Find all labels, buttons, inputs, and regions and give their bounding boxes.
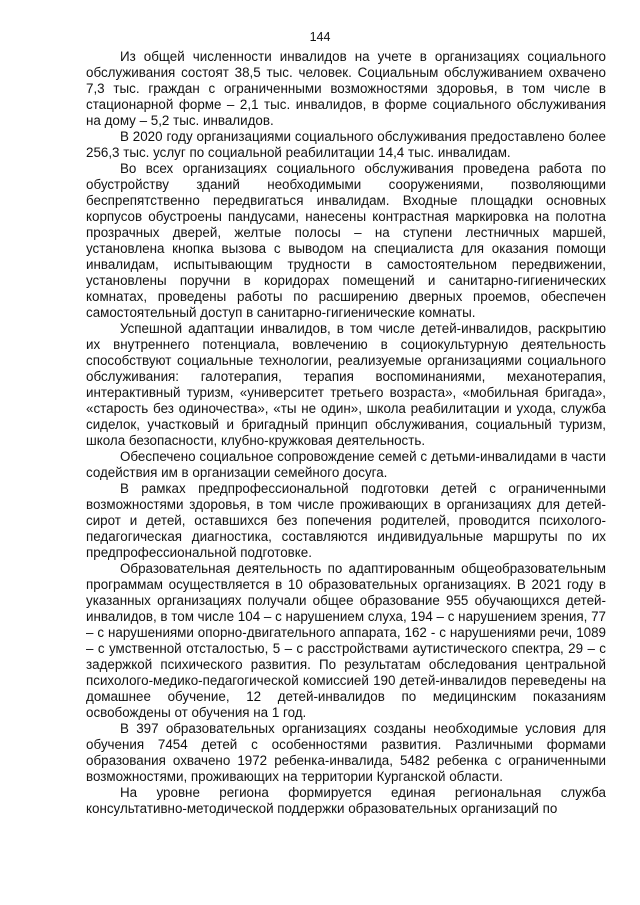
paragraph-regional-service: На уровне региона формируется единая региональная служба консультативно-методической поддержки образовательных организаций по [86,785,606,816]
paragraph-rehabilitation-services: В 2020 году организациями социального обслуживания предоставлено более 256,3 тыс. услуг по социальной реабилитации 14,4 тыс. инвалидам. [86,129,606,160]
paragraph-educational-conditions: В 397 образовательных организациях созданы необходимые условия для обучения 7454 детей с особенностями развития. Различными формами образования охвачено 1972 ребенка-инвалида, 5482 ребенка с ограниченными возможностями, проживающих на территории Курганской области. [86,721,606,784]
paragraph-family-support: Обеспечено социальное сопровождение семей с детьми-инвалидами в части содействия им в организации семейного досуга. [86,449,606,480]
page-body [86,49,606,817]
paragraph-social-technologies: Успешной адаптации инвалидов, в том числе детей-инвалидов, раскрытию их внутреннего потенциала, вовлечению в социокультурную деятельность способствуют социальные технологии, реализуемые организациями социального обслуживания: галотерапия, терапия воспоминаниями, механотерапия, интерактивный туризм, «университет третьего возраста», «мобильная бригада», «старость без одиночества», «ты не один», школа реабилитации и ухода, служба сиделок, участковый и бригадный принцип обслуживания, социальный туризм, школа безопасности, клубно-кружковая деятельность. [86,321,606,448]
page-number: 144 [309,30,331,44]
paragraph-accessibility-works: Во всех организациях социального обслуживания проведена работа по обустройству зданий необходимыми сооружениями, позволяющими беспрепятственно передвигаться инвалидам. Входные площадки основных корпусов обустроены пандусами, нанесены контрастная маркировка на полотна прозрачных дверей, желтые полосы – на ступени лестничных маршей, установлена кнопка вызова с выводом на специалиста для оказания помощи инвалидам, испытывающим трудности в самостоятельном передвижении, установлены поручни в коридорах помещений и санитарно-гигиенических комнатах, проведены работы по расширению дверных проемов, обеспечен самостоятельный доступ в санитарно-гигиенические комнаты. [86,161,606,320]
paragraph-preprofessional-training: В рамках предпрофессиональной подготовки детей с ограниченными возможностями здоровья, в том числе проживающих в организациях для детей-сирот и детей, оставшихся без попечения родителей, проводится психолого-педагогическая диагностика, составляются индивидуальные маршруты по их предпрофессиональной подготовке. [86,481,606,560]
paragraph-adapted-education: Образовательная деятельность по адаптированным общеобразовательным программам осуществляется в 10 образовательных организациях. В 2021 году в указанных организациях получали общее образование 955 обучающихся детей-инвалидов, в том числе 104 – с нарушением слуха, 194 – с нарушением зрения, 77 – с нарушениями опорно-двигательного аппарата, 162 - с нарушениями речи, 1089 – с умственной отсталостью, 5 – с расстройствами аутистического спектра, 29 – с задержкой психического развития. По результатам обследования центральной психолого-медико-педагогической комиссией 190 детей-инвалидов переведены на домашнее обучение, 12 детей-инвалидов по медицинским показаниям освобождены от обучения на 1 год. [86,561,606,720]
paragraph-disabled-persons-registered: Из общей численности инвалидов на учете в организациях социального обслуживания состоят 38,5 тыс. человек. Социальным обслуживанием охвачено 7,3 тыс. граждан с ограниченными возможностями здоровья, в том числе в стационарной форме – 2,1 тыс. инвалидов, в форме социального обслуживания на дому – 5,2 тыс. инвалидов. [86,49,606,128]
